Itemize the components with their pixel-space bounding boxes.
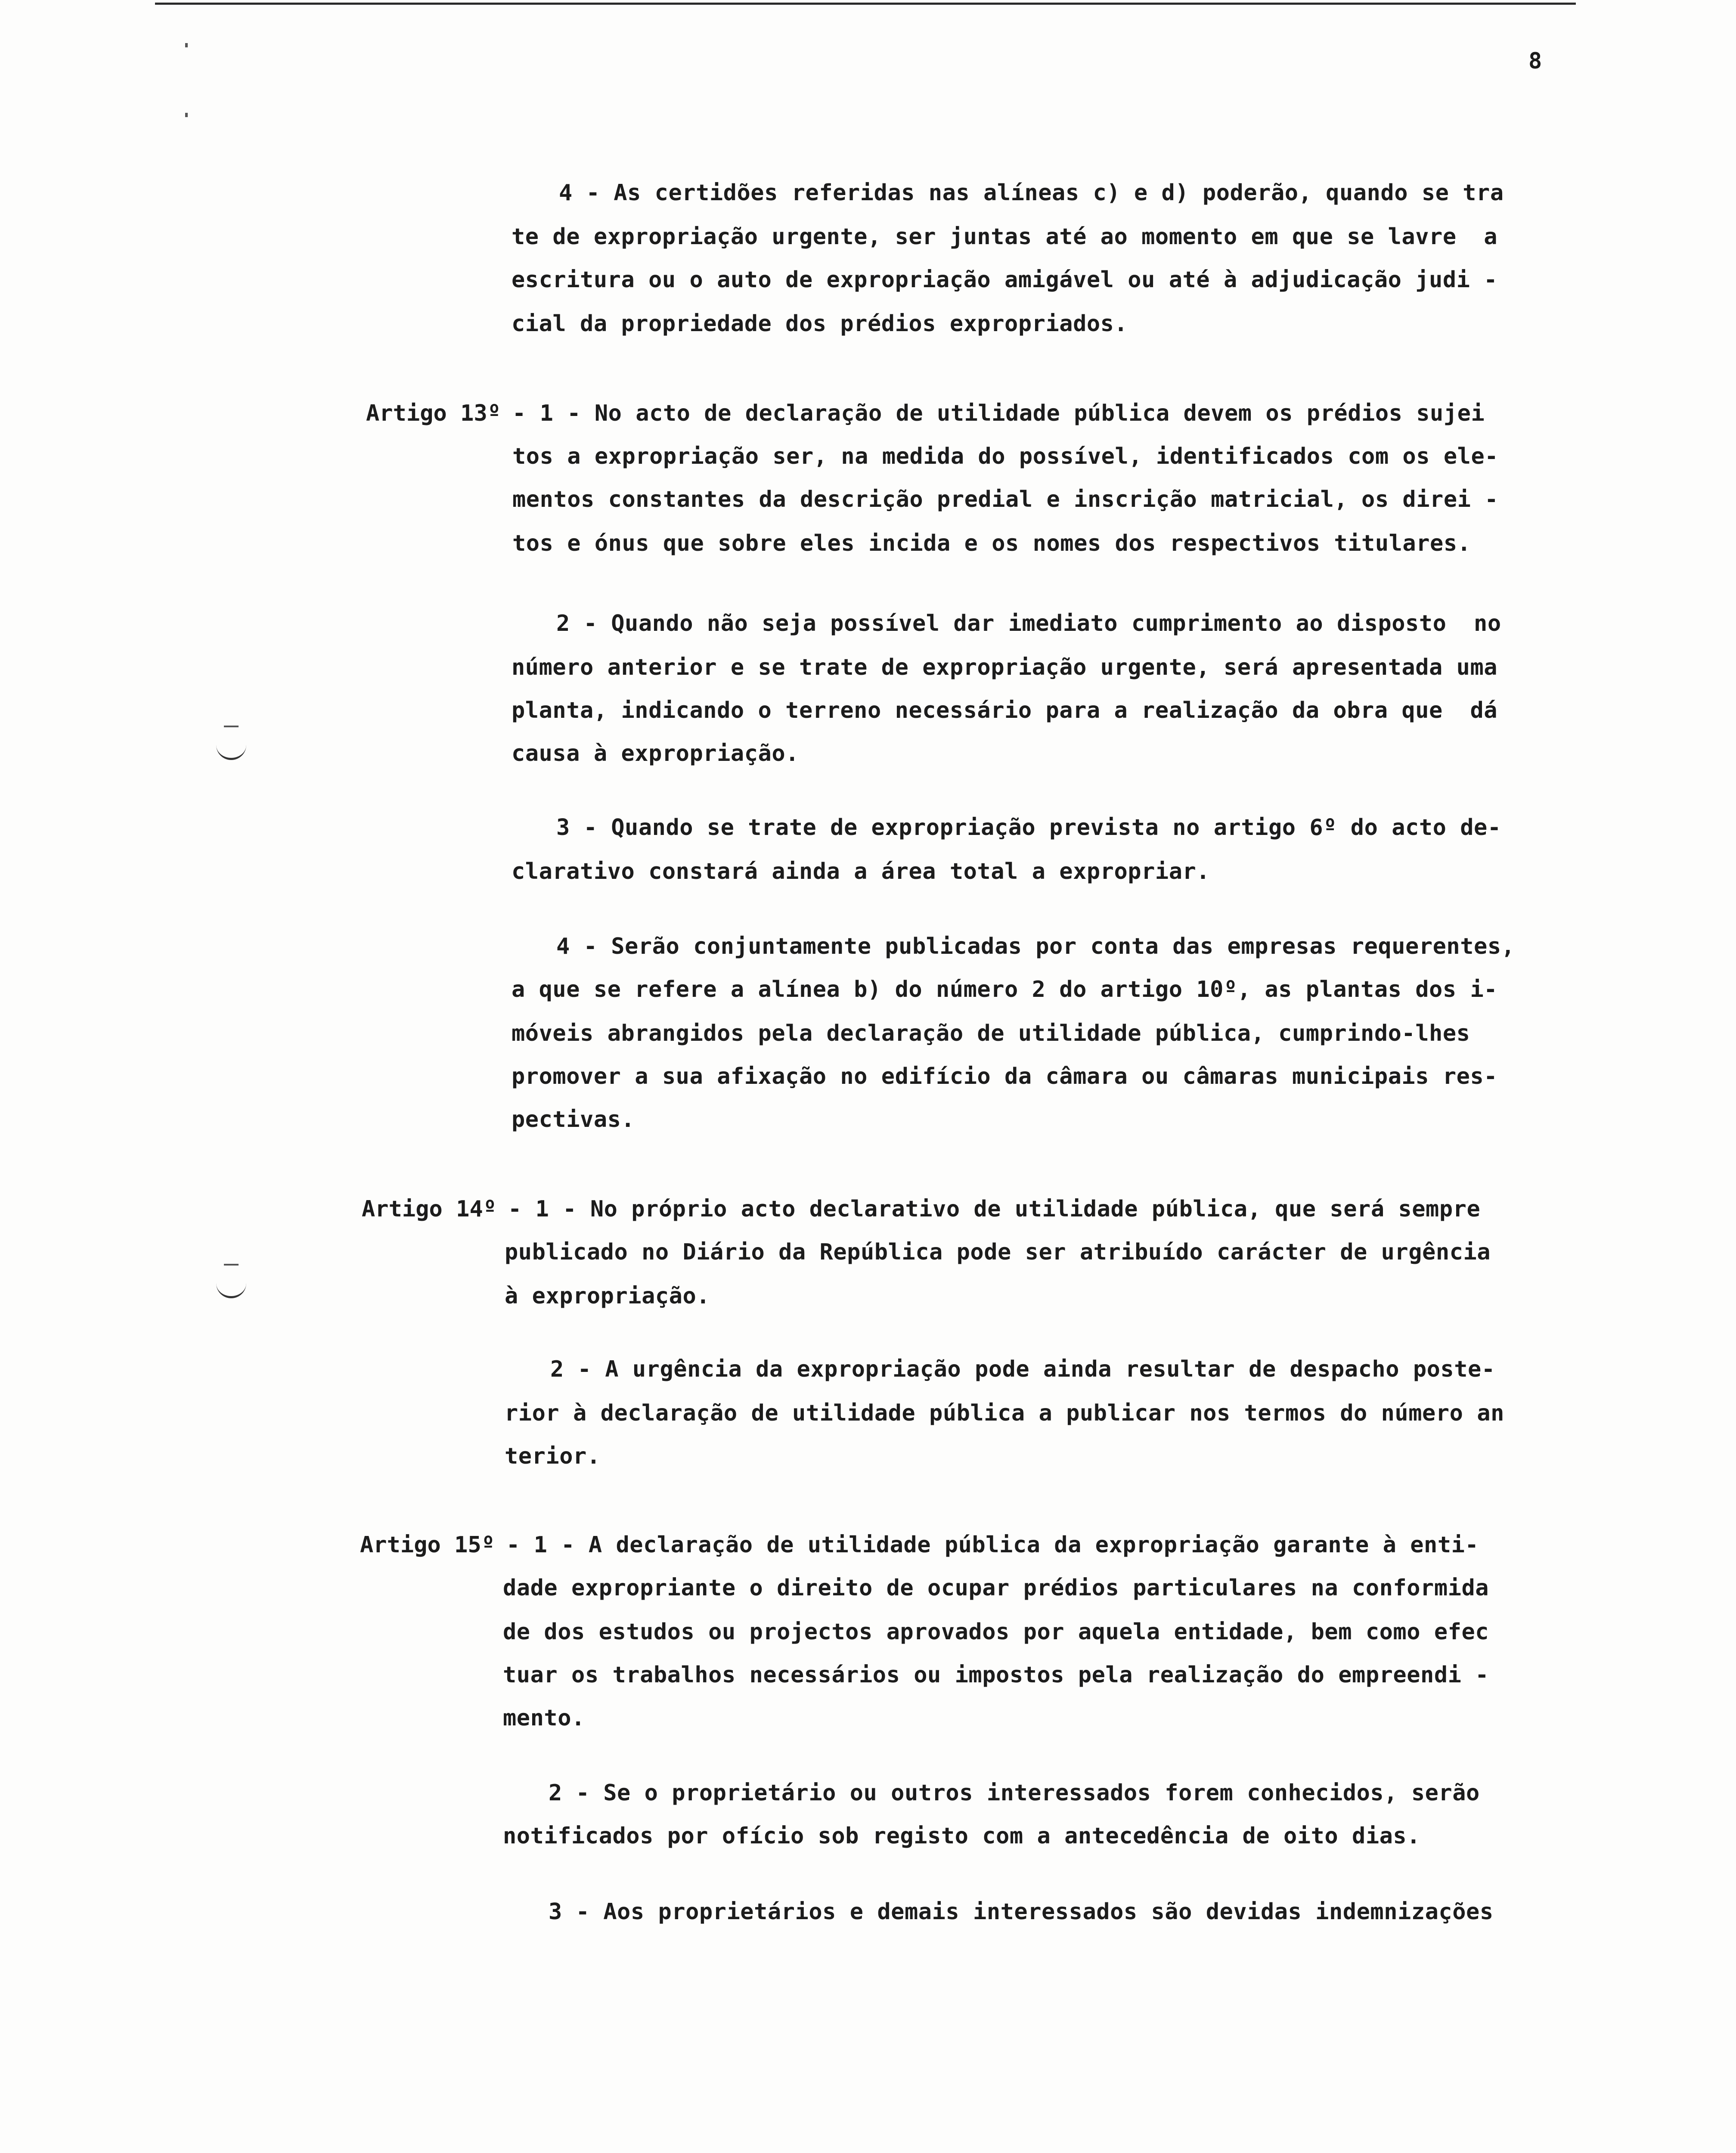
- text-line: planta, indicando o terreno necessário para a realização da obra que dá: [512, 698, 1498, 723]
- punch-hole-mark: [216, 1279, 246, 1298]
- text-line: rior à declaração de utilidade pública a publicar nos termos do número an: [505, 1400, 1504, 1426]
- text-line: móveis abrangidos pela declaração de utilidade pública, cumprindo-lhes: [512, 1021, 1470, 1046]
- text-line: publicado no Diário da República pode ser atribuído carácter de urgência: [505, 1239, 1491, 1265]
- text-line: à expropriação.: [505, 1283, 710, 1309]
- text-line: mento.: [503, 1705, 585, 1731]
- text-line: notificados por ofício sob registo com a antecedência de oito dias.: [503, 1823, 1421, 1849]
- page-number: 8: [1528, 48, 1542, 74]
- text-line: - 1 - A declaração de utilidade pública da expropriação garante à enti-: [506, 1532, 1479, 1558]
- text-line: 4 - Serão conjuntamente publicadas por conta das empresas requerentes,: [556, 934, 1515, 959]
- text-line: 4 - As certidões referidas nas alíneas c) e d) poderão, quando se tra: [559, 180, 1504, 206]
- text-line: número anterior e se trate de expropriação urgente, será apresentada uma: [512, 655, 1498, 680]
- text-line: de dos estudos ou projectos aprovados por aquela entidade, bem como efec: [503, 1619, 1489, 1645]
- text-line: escritura ou o auto de expropriação amigável ou até à adjudicação judi -: [512, 267, 1498, 293]
- top-rule: [155, 3, 1576, 5]
- text-line: tuar os trabalhos necessários ou impostos pela realização do empreendi -: [503, 1662, 1489, 1688]
- text-line: dade expropriante o direito de ocupar prédios particulares na conformida: [503, 1575, 1489, 1601]
- text-line: 3 - Aos proprietários e demais interessados são devidas indemnizações: [549, 1899, 1494, 1925]
- text-line: - 1 - No próprio acto declarativo de utilidade pública, que será sempre: [508, 1196, 1481, 1222]
- punch-hole-mark: [216, 741, 246, 760]
- punch-hole-mark: [224, 726, 239, 727]
- punch-hole-mark: [224, 1264, 239, 1266]
- scan-speck: [185, 43, 188, 47]
- text-line: 2 - Quando não seja possível dar imediato cumprimento ao disposto no: [556, 611, 1501, 636]
- article-label: Artigo 15º: [360, 1532, 495, 1558]
- scan-speck: [185, 113, 188, 117]
- text-line: 2 - A urgência da expropriação pode ainda resultar de despacho poste-: [550, 1356, 1495, 1382]
- article-label: Artigo 13º: [366, 400, 501, 426]
- text-line: pectivas.: [512, 1107, 635, 1132]
- text-line: te de expropriação urgente, ser juntas até ao momento em que se lavre a: [512, 224, 1498, 250]
- text-line: a que se refere a alínea b) do número 2 do artigo 10º, as plantas dos i-: [512, 977, 1498, 1002]
- text-line: terior.: [505, 1443, 601, 1469]
- text-line: 2 - Se o proprietário ou outros interessados forem conhecidos, serão: [549, 1780, 1480, 1806]
- text-line: clarativo constará ainda a área total a expropriar.: [512, 859, 1210, 884]
- text-line: cial da propriedade dos prédios expropriados.: [512, 311, 1128, 337]
- text-line: - 1 - No acto de declaração de utilidade pública devem os prédios sujei: [512, 400, 1485, 426]
- text-line: mentos constantes da descrição predial e inscrição matricial, os direi -: [512, 487, 1499, 512]
- text-line: tos a expropriação ser, na medida do possível, identificados com os ele-: [512, 444, 1499, 469]
- article-label: Artigo 14º: [362, 1196, 497, 1222]
- text-line: promover a sua afixação no edifício da câmara ou câmaras municipais res-: [512, 1064, 1498, 1089]
- text-line: tos e ónus que sobre eles incida e os nomes dos respectivos titulares.: [512, 530, 1471, 556]
- text-line: 3 - Quando se trate de expropriação prevista no artigo 6º do acto de-: [556, 815, 1501, 841]
- text-line: causa à expropriação.: [512, 741, 799, 766]
